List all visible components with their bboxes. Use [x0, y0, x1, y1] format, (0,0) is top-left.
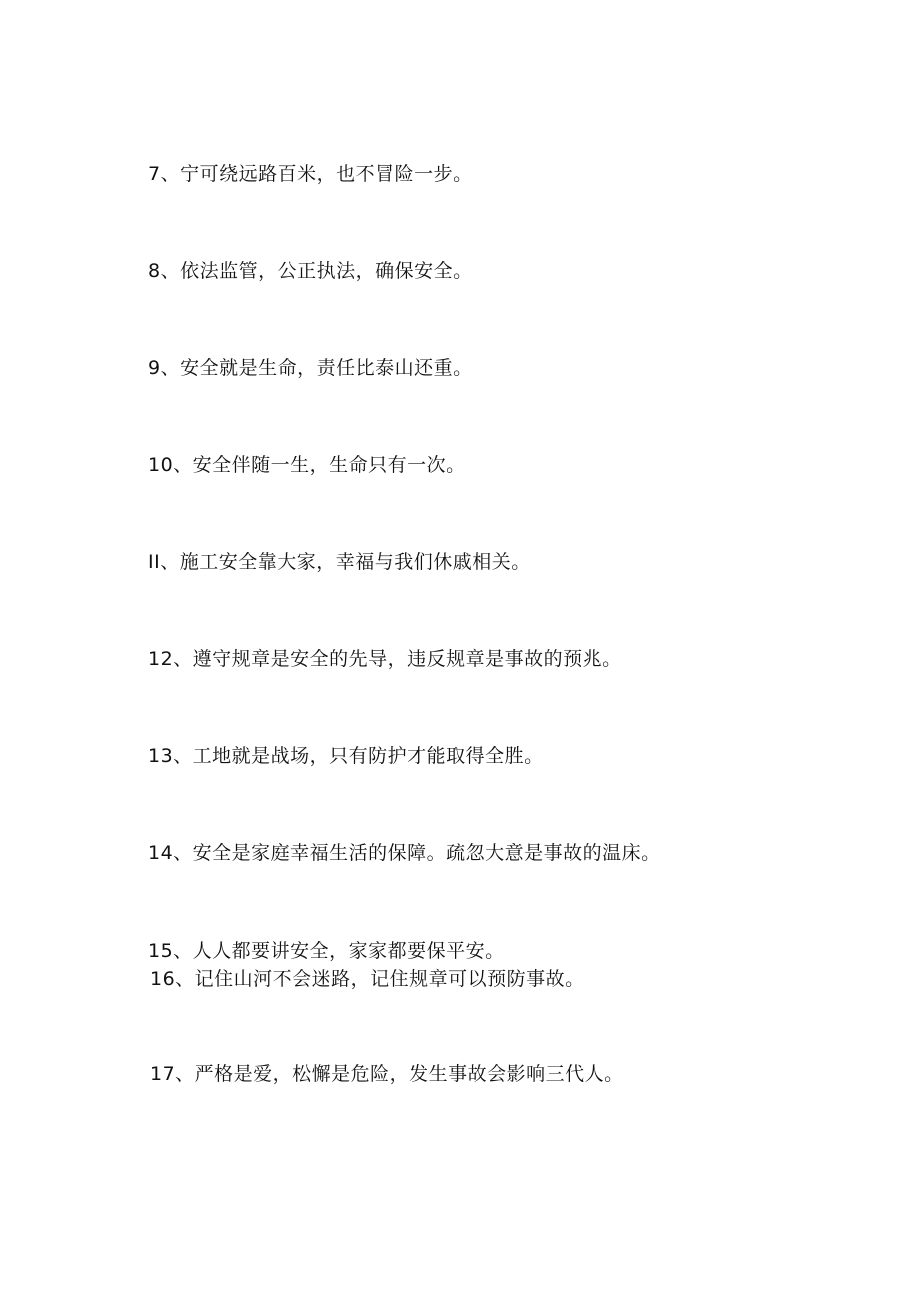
slogan-line-14: 14、安全是家庭幸福生活的保障。疏忽大意是事故的温床。	[148, 842, 661, 864]
slogan-line-12: 12、遵守规章是安全的先导，违反规章是事故的预兆。	[148, 648, 622, 670]
slogan-line-16: 16、记住山河不会迷路，记住规章可以预防事故。	[150, 968, 585, 990]
slogan-line-10: 10、安全伴随一生，生命只有一次。	[148, 454, 466, 476]
slogan-line-17: 17、严格是爱，松懈是危险，发生事故会影响三代人。	[150, 1063, 624, 1085]
slogan-line-9: 9、安全就是生命，责任比泰山还重。	[148, 357, 473, 379]
slogan-line-7: 7、宁可绕远路百米，也不冒险一步。	[148, 163, 473, 185]
slogan-line-8: 8、依法监管，公正执法，确保安全。	[148, 260, 473, 282]
slogan-line-11: II、施工安全靠大家，幸福与我们休戚相关。	[148, 551, 531, 573]
slogan-line-15: 15、人人都要讲安全，家家都要保平安。	[148, 940, 505, 962]
slogan-line-13: 13、工地就是战场，只有防护才能取得全胜。	[148, 745, 544, 767]
